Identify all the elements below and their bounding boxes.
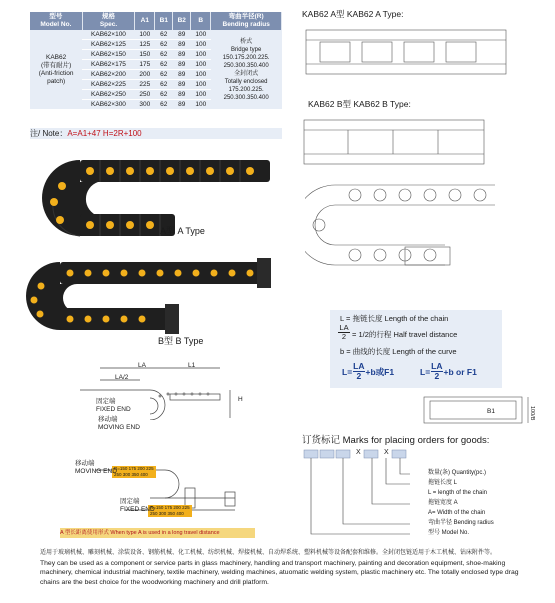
formula-l-def: L = 拖链长度 Length of the chain [340,314,449,323]
col-bending: 弯曲半径(R) Bending radius [211,12,282,30]
side-elevation-drawing [305,175,505,300]
type-b-label: B型 B Type [158,336,204,346]
cell: 89 [173,60,191,70]
cell: 89 [173,90,191,100]
dim-b1: B1 [487,408,495,415]
long-travel-caption: A 型长距离使用形式 When type A is used in a long travel distance [60,528,255,538]
cell: 100 [191,70,211,80]
formula-la-def: = 1/2的行程 Half travel distance [352,330,458,339]
footer-text [40,549,535,587]
cell: 100 [191,50,211,60]
cell: 100 [191,40,211,50]
dim-la-half: LA/2 [115,374,129,381]
col-b2: B2 [173,12,191,30]
bending-cell: 桥式 Bridge type 150.175.200.225. 250.300.350.400 全封闭式 Totally enclosed 175.200.225. 250.300.350.400 [211,30,282,110]
cell: 62 [155,90,173,100]
mark-item-length-cn: 拖链长度 L [428,480,458,486]
fixed-end-1: 固定端 FIXED END [96,398,131,413]
cross-section-drawing [420,393,540,428]
mark-item-quantity: 数量(条) Quantity(pc.) [428,470,487,476]
kab-b-title: KAB62 B型 KAB62 B Type: [308,99,411,109]
col-spec: 规格 Spec. [82,12,135,30]
radius-tag-2: R=150 175 200 225 250 300 350 400 [150,505,190,516]
cell: 175 [135,60,155,70]
footer-en: They can be used as a component or service parts in glass machinery, handling and transport machinery, painting and decoration equipment, shoe-making machinery, chemical industrial machinery, textile machinery, welding machines, atuomatic welding system, plastic machinery etc. The totally enclosed type drag chains are the best choice for the woodworking machinery and drill platform. [40,559,519,586]
note-bar [30,128,282,139]
formula-2: L= $\frac{LA}{2}$ +b or F1 [420,361,477,381]
table-row [30,30,282,40]
cell: 225 [135,80,155,90]
cell: 62 [155,30,173,40]
cell: KAB62×150 [82,50,135,60]
cell: 100 [191,100,211,110]
mark-x1: X [356,449,361,456]
chain-photo-b [25,248,280,338]
cell: 89 [173,30,191,40]
marks-title: 订货标记 Marks for placing orders for goods: [302,435,490,446]
cell: 100 [135,30,155,40]
cell: KAB62×125 [82,40,135,50]
cell: KAB62×300 [82,100,135,110]
cell: KAB62×225 [82,80,135,90]
dim-h: H [238,396,243,403]
model-cell: KAB62 (带有耐片) (Anti-friction patch) [30,30,82,110]
kab-b-drawing [298,112,498,172]
fixed-end-2: 固定端 FIXED END [120,498,155,513]
cell: 62 [155,60,173,70]
cell: 62 [155,80,173,90]
cell: 62 [155,40,173,50]
mark-item-length-en: L = length of the chain [428,490,487,496]
cell: 62 [155,70,173,80]
cell: 89 [173,70,191,80]
mark-item-model: 型号 Model No. [428,530,470,536]
cell: KAB62×200 [82,70,135,80]
cell: 62 [155,100,173,110]
cell: 150 [135,50,155,60]
footer-cn: 适用于玻璃机械、雕刻机械、涂装设备、钢筋机械、化工机械、纺织机械、焊接机械、自动焊系统、塑料机械等设备配套和维修。全封闭包链适用于木工机械、钻床附件等。 [40,550,497,556]
cell: 200 [135,70,155,80]
col-a1: A1 [135,12,155,30]
cell: 62 [155,50,173,60]
dim-l1: L1 [188,362,196,369]
kab-a-title: KAB62 A型 KAB62 A Type: [302,9,404,19]
cell: KAB62×100 [82,30,135,40]
cell: 89 [173,100,191,110]
cell: KAB62×250 [82,90,135,100]
col-b: B [191,12,211,30]
note-text: A=A1+47 H=2R+100 [67,129,142,138]
col-model: 型号 Model No. [30,12,82,30]
dim-100b: 100/B [529,406,535,421]
cell: 100 [191,90,211,100]
moving-end-2: 移动端 MOVING END [75,460,117,475]
col-b1: B1 [155,12,173,30]
cell: 300 [135,100,155,110]
cell: 100 [191,60,211,70]
cell: 89 [173,40,191,50]
spec-table [30,12,282,110]
cell: 89 [173,50,191,60]
mark-item-width-en: A= Width of the chain [428,510,486,516]
cell: KAB62×175 [82,60,135,70]
dim-la: LA [138,362,146,369]
cell: 100 [191,30,211,40]
travel-diagram [60,360,260,420]
radius-tag-1: R=150 175 200 225 250 300 350 400 [114,466,154,477]
kab-a-drawing [300,24,520,84]
cell: 100 [191,80,211,90]
formula-1: L= $\frac{LA}{2}$ +b或F1 [342,361,395,381]
formula-b-def: b = 曲线的长度 Length of the curve [340,347,457,356]
mark-x2: X [384,449,389,456]
type-a-label: A型 A Type [160,226,205,236]
cell: 89 [173,80,191,90]
cell: 125 [135,40,155,50]
mark-item-radius: 弯曲半径 Bending radius [428,520,494,526]
moving-end-1: 移动端 MOVING END [98,416,140,431]
marks-diagram [300,448,440,543]
formula-la-frac: LA 2 [339,323,349,341]
note-prefix: 注/ Note： [30,129,68,138]
table-header-row [30,12,282,30]
cell: 250 [135,90,155,100]
mark-item-width-cn: 拖链宽度 A [428,500,458,506]
